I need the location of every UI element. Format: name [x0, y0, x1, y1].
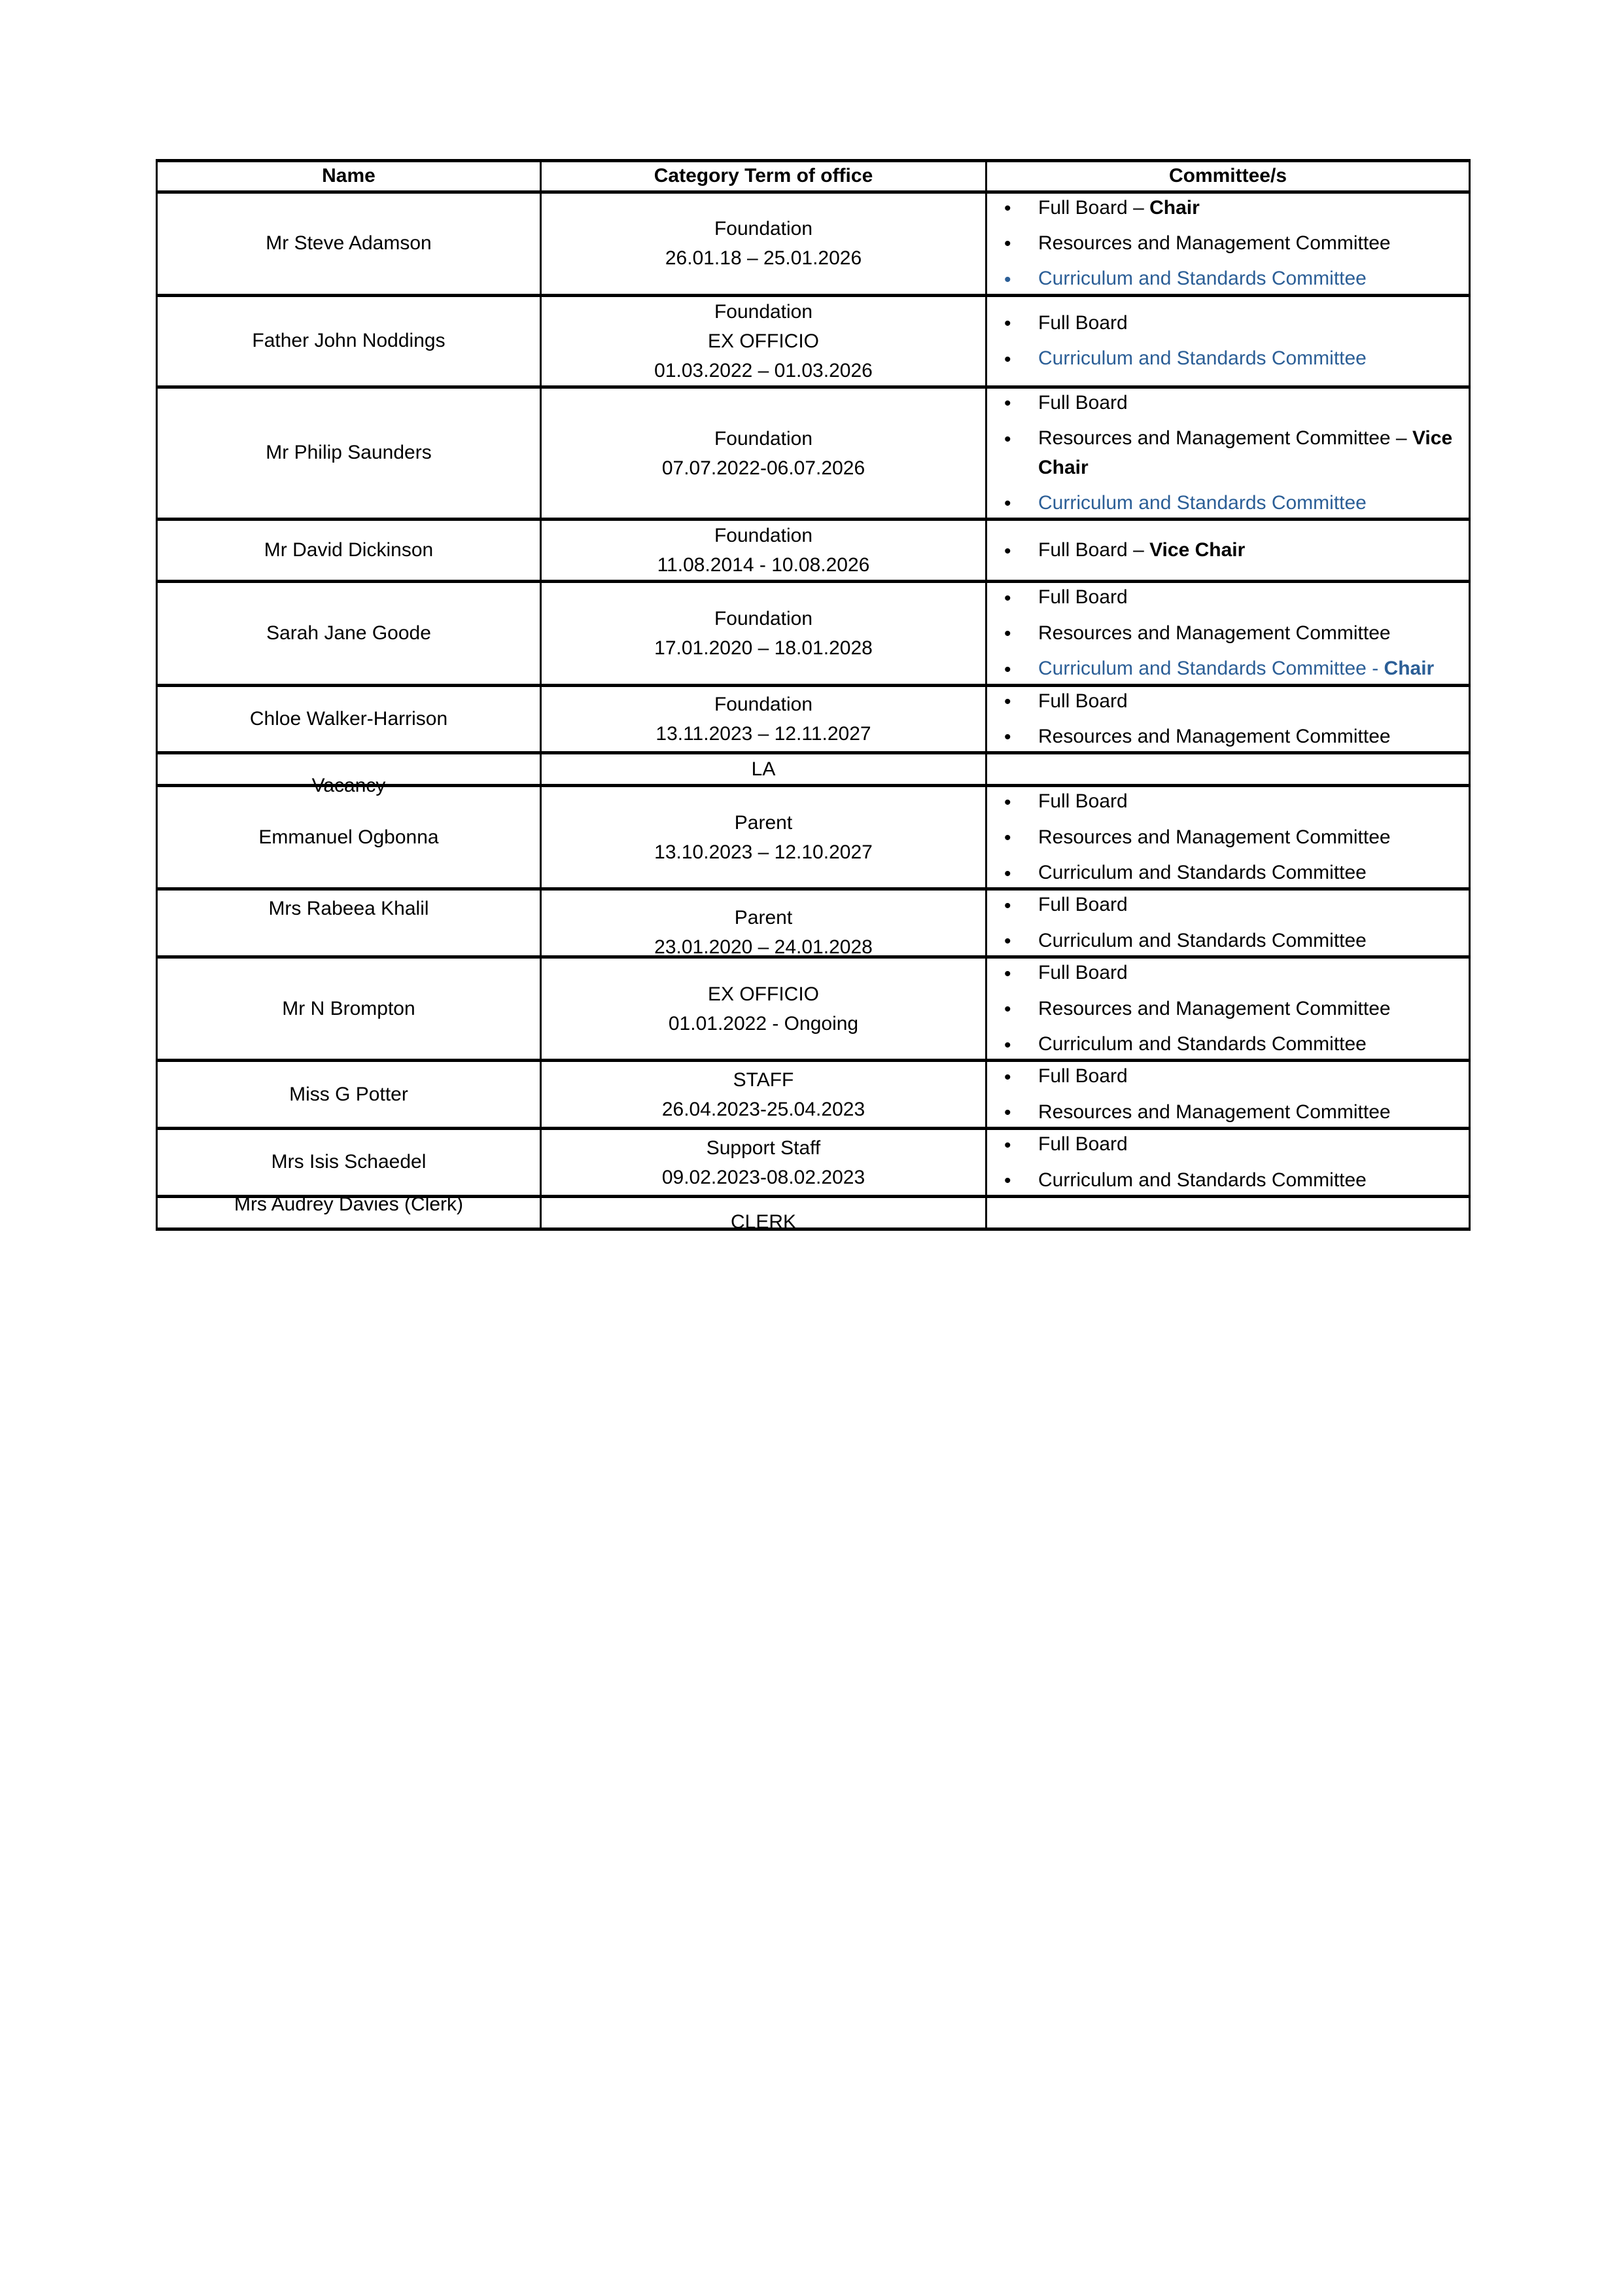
committee-list: [987, 1062, 1469, 1127]
category-term-cell: [541, 520, 986, 582]
category-term-text: [542, 521, 985, 580]
committee-name: Full Board: [1038, 586, 1128, 609]
committee-name: Curriculum and Standards Committee: [1038, 1033, 1367, 1055]
category-label: Parent: [734, 906, 793, 928]
category-term-text: [542, 980, 985, 1038]
category-term-cell: [541, 1061, 986, 1129]
committee-list-item: [1004, 927, 1469, 955]
category-term-cell: [541, 192, 986, 295]
committee-list-item: [1004, 891, 1469, 919]
category-term-text: [542, 1133, 985, 1192]
committee-name: Full Board: [1038, 962, 1128, 984]
bullet-icon: •: [1004, 493, 1011, 515]
committee-list: [987, 787, 1469, 887]
governor-name-cell: [157, 520, 541, 582]
bullet-icon: •: [1004, 1102, 1011, 1124]
governor-table-wrapper: [156, 159, 1469, 1231]
bullet-icon: •: [1004, 726, 1011, 749]
category-label: Foundation: [714, 427, 813, 450]
governor-name: Mrs Isis Schaedel: [271, 1151, 427, 1173]
bullet-icon: •: [1004, 1034, 1011, 1056]
committee-name: Curriculum and Standards Committee: [1038, 929, 1367, 951]
committee-name: Resources and Management Committee: [1038, 232, 1391, 254]
governor-name-cell: [157, 957, 541, 1061]
committee-list: [987, 687, 1469, 752]
category-label: Foundation: [714, 218, 813, 240]
committee-list-item: [1004, 687, 1469, 716]
category-term-cell: [541, 582, 986, 685]
column-header-committees: Committee/s: [986, 161, 1470, 192]
category-term-text: [542, 604, 985, 663]
bullet-icon: •: [1004, 827, 1011, 849]
governor-name-cell: [157, 1061, 541, 1129]
table-row: [157, 295, 1470, 387]
governor-name: Miss G Potter: [289, 1083, 408, 1105]
committee-list-item: [1004, 654, 1469, 683]
governor-name: Mrs Rabeea Khalil: [268, 897, 429, 919]
category-label: Foundation: [714, 300, 813, 323]
term-of-office: 07.07.2022-06.07.2026: [661, 457, 865, 479]
committee-name: Full Board: [1038, 690, 1128, 712]
committee-name: Resources and Management Committee: [1038, 622, 1391, 644]
committees-cell-empty: [986, 1196, 1470, 1229]
committees-cell-empty: [986, 753, 1470, 786]
governor-name: Mr Steve Adamson: [266, 232, 432, 254]
committee-list-item: [1004, 389, 1469, 417]
committee-list: [987, 309, 1469, 374]
committees-cell: [986, 582, 1470, 685]
governor-name: Sarah Jane Goode: [266, 622, 431, 644]
committee-name: Full Board –: [1038, 539, 1150, 561]
table-header: [157, 161, 1470, 192]
bullet-icon: •: [1004, 791, 1011, 813]
category-term-cell: [541, 786, 986, 889]
term-of-office: 26.01.18 – 25.01.2026: [665, 247, 862, 270]
governor-name: Mr David Dickinson: [264, 539, 434, 561]
committee-name: Resources and Management Committee: [1038, 1101, 1391, 1123]
category-term-cell: [541, 295, 986, 387]
term-of-office: 11.08.2014 - 10.08.2026: [657, 554, 870, 576]
committee-list-item: [1004, 309, 1469, 338]
bullet-icon: •: [1004, 233, 1011, 255]
committee-name: Curriculum and Standards Committee: [1038, 491, 1367, 514]
category-term-cell: [541, 753, 986, 786]
committee-list: [987, 194, 1469, 294]
bullet-icon: •: [1004, 623, 1011, 645]
bullet-icon: •: [1004, 894, 1011, 917]
category-term-text: [542, 297, 985, 385]
committee-list-item: [1004, 344, 1469, 373]
bullet-icon: •: [1004, 540, 1011, 562]
committees-cell: [986, 889, 1470, 957]
table-row: [157, 520, 1470, 582]
category-label: Foundation: [714, 525, 813, 547]
committee-list-item: [1004, 858, 1469, 887]
committee-name: Full Board: [1038, 894, 1128, 916]
committee-name: Full Board: [1038, 311, 1128, 334]
column-header-category-line1: Category: [654, 165, 739, 186]
table-row: [157, 957, 1470, 1061]
committee-list-item: [1004, 995, 1469, 1023]
category-label: Foundation: [714, 607, 813, 629]
bullet-icon: •: [1004, 1066, 1011, 1088]
committees-cell: [986, 295, 1470, 387]
governor-name-cell: [157, 786, 541, 889]
committee-name: Resources and Management Committee: [1038, 725, 1391, 747]
committee-name: Resources and Management Committee –: [1038, 427, 1412, 450]
table-row: [157, 387, 1470, 520]
table-body: [157, 192, 1470, 1233]
governor-name-cell: [157, 753, 541, 797]
committee-role: Chair: [1384, 658, 1435, 680]
bullet-icon: •: [1004, 198, 1011, 220]
governor-name: Emmanuel Ogbonna: [258, 826, 439, 848]
table-row: [157, 786, 1470, 889]
category-term-text: [542, 1207, 985, 1237]
committee-name: Resources and Management Committee: [1038, 997, 1391, 1019]
category-label: Support Staff: [706, 1137, 821, 1159]
bullet-icon: •: [1004, 1134, 1011, 1156]
governor-name-cell: [157, 387, 541, 520]
committee-list-item: [1004, 823, 1469, 852]
committees-cell: [986, 786, 1470, 889]
committee-list-item: [1004, 722, 1469, 751]
committee-name: Curriculum and Standards Committee: [1038, 268, 1367, 290]
bullet-icon: •: [1004, 348, 1011, 370]
governor-name-cell: [157, 1129, 541, 1197]
committee-list-item: [1004, 424, 1469, 482]
category-term-cell: [541, 387, 986, 520]
category-term-text: [542, 808, 985, 867]
governor-name-cell: [157, 582, 541, 685]
committee-name: Full Board: [1038, 1065, 1128, 1087]
committees-cell: [986, 520, 1470, 582]
committee-list: [987, 1130, 1469, 1195]
committee-role: Vice Chair: [1149, 539, 1246, 561]
governor-name: Mr Philip Saunders: [266, 442, 432, 464]
governor-name-cell: [157, 1193, 541, 1229]
term-of-office: 23.01.2020 – 24.01.2028: [654, 936, 873, 958]
bullet-icon: •: [1004, 691, 1011, 713]
category-term-text: [542, 754, 985, 784]
table-row: [157, 685, 1470, 753]
table-row: [157, 753, 1470, 786]
category-term-cell: [541, 1196, 986, 1233]
bullet-icon: •: [1004, 313, 1011, 335]
bullet-icon: •: [1004, 963, 1011, 985]
category-term-text: [542, 1065, 985, 1124]
committee-list: [987, 891, 1469, 955]
category-term-cell: [541, 685, 986, 753]
committees-cell: [986, 192, 1470, 295]
bullet-icon: •: [1004, 1170, 1011, 1192]
governor-table: [156, 159, 1471, 1231]
category-label: Foundation: [714, 693, 813, 715]
committee-list-item: [1004, 619, 1469, 648]
column-header-category-line2: Term of office: [744, 165, 873, 186]
term-of-office: 09.02.2023-08.02.2023: [661, 1166, 865, 1188]
governor-name-cell: [157, 192, 541, 295]
committee-name: Curriculum and Standards Committee: [1038, 347, 1367, 370]
committee-name: Curriculum and Standards Committee: [1038, 862, 1367, 884]
category-label: LA: [751, 758, 776, 781]
committee-list-item: [1004, 194, 1469, 222]
committee-list-item: [1004, 1030, 1469, 1059]
committee-list-item: [1004, 1098, 1469, 1127]
table-row: [157, 1061, 1470, 1129]
bullet-icon: •: [1004, 587, 1011, 609]
committee-list-item: [1004, 1062, 1469, 1091]
committees-cell: [986, 685, 1470, 753]
bullet-icon: •: [1004, 658, 1011, 680]
category-term-text: [542, 903, 985, 962]
governor-name: Chloe Walker-Harrison: [249, 707, 448, 730]
committee-list-item: [1004, 264, 1469, 293]
governor-name-cell: [157, 685, 541, 753]
committee-list: [987, 959, 1469, 1059]
bullet-icon: •: [1004, 393, 1011, 415]
category-term-text: [542, 690, 985, 749]
bullet-icon: •: [1004, 268, 1011, 291]
category-term-cell: [541, 1129, 986, 1197]
bullet-icon: •: [1004, 428, 1011, 450]
column-header-category: [541, 161, 986, 192]
governor-name-cell: [157, 889, 541, 957]
term-of-office: 26.04.2023-25.04.2023: [661, 1098, 865, 1120]
committee-list: [987, 536, 1469, 565]
governor-name: Father John Noddings: [252, 329, 445, 351]
committee-list: [987, 389, 1469, 518]
committee-name: Curriculum and Standards Committee: [1038, 1169, 1367, 1191]
governor-name: Vacancy: [311, 775, 386, 797]
governor-name: Mr N Brompton: [282, 997, 415, 1019]
committee-list-item: [1004, 1166, 1469, 1195]
bullet-icon: •: [1004, 998, 1011, 1021]
committee-name: Full Board: [1038, 391, 1128, 414]
category-label: CLERK: [730, 1210, 797, 1233]
term-of-office: EX OFFICIO: [707, 330, 819, 352]
table-row: [157, 192, 1470, 295]
category-label: Parent: [734, 811, 793, 834]
term-of-office: 01.03.2022 – 01.03.2026: [654, 359, 873, 381]
committee-name: Full Board: [1038, 1133, 1128, 1156]
committees-cell: [986, 1129, 1470, 1197]
category-term-cell: [541, 957, 986, 1061]
committee-name: Resources and Management Committee: [1038, 826, 1391, 848]
committee-list-item: [1004, 489, 1469, 518]
governor-name: Mrs Audrey Davies (Clerk): [234, 1193, 464, 1216]
committee-list-item: [1004, 787, 1469, 816]
committees-cell: [986, 1061, 1470, 1129]
committees-cell: [986, 957, 1470, 1061]
category-term-text: [542, 214, 985, 273]
bullet-icon: •: [1004, 930, 1011, 953]
committee-list-item: [1004, 1130, 1469, 1159]
table-row: [157, 1196, 1470, 1229]
governor-name-cell: [157, 295, 541, 387]
committee-list-item: [1004, 229, 1469, 258]
table-header-row: [157, 161, 1470, 192]
table-row: [157, 1129, 1470, 1197]
committee-list-item: [1004, 583, 1469, 612]
category-label: STAFF: [733, 1069, 794, 1091]
category-term-text: [542, 424, 985, 483]
bullet-icon: •: [1004, 862, 1011, 885]
category-term-cell: [541, 889, 986, 957]
term-of-office: 13.11.2023 – 12.11.2027: [655, 722, 871, 745]
committee-list-item: [1004, 959, 1469, 987]
committee-name: Curriculum and Standards Committee -: [1038, 658, 1384, 680]
committee-role: Vice Chair: [1038, 427, 1453, 478]
term-of-office: 13.10.2023 – 12.10.2027: [654, 841, 873, 863]
committee-name: Full Board: [1038, 790, 1128, 813]
committee-name: Full Board –: [1038, 196, 1150, 219]
category-label: EX OFFICIO: [707, 983, 819, 1005]
committee-role: Chair: [1149, 196, 1200, 219]
term-of-office: 01.01.2022 - Ongoing: [668, 1012, 859, 1034]
committee-list-item: [1004, 536, 1469, 565]
table-row: [157, 582, 1470, 685]
term-of-office: 17.01.2020 – 18.01.2028: [654, 637, 873, 659]
committees-cell: [986, 387, 1470, 520]
committee-list: [987, 583, 1469, 683]
table-row: [157, 889, 1470, 957]
column-header-name: Name: [157, 161, 541, 192]
